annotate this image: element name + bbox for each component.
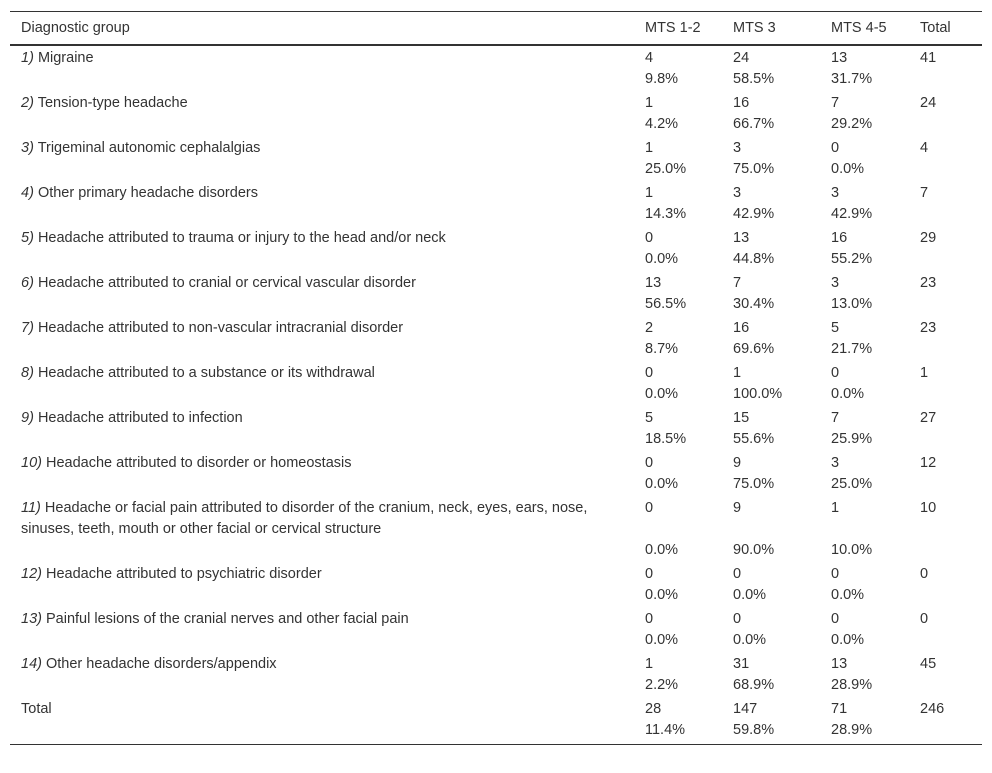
count-cell: 3	[831, 455, 840, 471]
table-row	[10, 652, 982, 675]
count-cell: 1	[920, 365, 929, 381]
table-row	[10, 271, 982, 294]
empty-cell	[908, 294, 982, 316]
count-cell: 24	[733, 50, 750, 66]
count-cell: 246	[920, 701, 945, 717]
count-cell: 1	[645, 95, 654, 111]
count-cell: 1	[733, 365, 742, 381]
count-cell: 71	[831, 701, 848, 717]
header-total: Total	[920, 19, 951, 36]
table-row-percent	[10, 540, 982, 562]
percent-cell: 30.4%	[733, 296, 775, 312]
percent-cell: 11.4%	[645, 722, 686, 738]
count-cell: 23	[920, 320, 937, 336]
group-number: 13)	[21, 611, 42, 627]
count-cell: 31	[733, 656, 750, 672]
table-row-percent	[10, 114, 982, 136]
count-cell: 9	[733, 500, 742, 516]
table-row	[10, 496, 982, 540]
count-cell: 41	[920, 50, 937, 66]
count-cell: 13	[645, 275, 662, 291]
count-cell: 4	[645, 50, 654, 66]
percent-cell: 8.7%	[645, 341, 679, 357]
group-number: 10)	[21, 455, 42, 471]
empty-cell	[908, 429, 982, 451]
diagnostic-group-cell	[10, 271, 633, 294]
count-cell: 16	[733, 320, 750, 336]
count-cell: 12	[920, 455, 937, 471]
empty-cell	[10, 720, 633, 745]
count-cell: 0	[645, 455, 654, 471]
count-cell: 15	[733, 410, 750, 426]
percent-cell: 100.0%	[733, 386, 783, 402]
table-row-percent	[10, 339, 982, 361]
count-cell: 0	[733, 566, 742, 582]
group-label: Headache or facial pain attributed to disorder of the cranium, neck, eyes, ears, nose, sinuses, teeth, mouth or other facial or cervical structure	[21, 500, 588, 537]
group-number: 12)	[21, 566, 42, 582]
percent-cell: 25.0%	[831, 476, 873, 492]
count-cell: 27	[920, 410, 937, 426]
percent-cell: 44.8%	[733, 251, 775, 267]
group-number: 5)	[21, 230, 34, 246]
percent-cell: 0.0%	[831, 161, 865, 177]
group-number: 6)	[21, 275, 34, 291]
header-diagnostic-group: Diagnostic group	[21, 19, 130, 36]
table-row-percent	[10, 675, 982, 697]
count-cell: 3	[733, 140, 742, 156]
empty-cell	[908, 474, 982, 496]
diagnostic-group-table	[10, 11, 982, 745]
count-cell: 1	[645, 656, 654, 672]
diagnostic-group-cell	[10, 607, 633, 630]
count-cell: 7	[920, 185, 929, 201]
table-row-percent	[10, 204, 982, 226]
percent-cell: 0.0%	[645, 476, 679, 492]
table-row-percent	[10, 384, 982, 406]
group-number: 2)	[21, 95, 34, 111]
table-row	[10, 451, 982, 474]
diagnostic-group-cell	[10, 316, 633, 339]
count-cell: 0	[920, 611, 929, 627]
percent-cell: 68.9%	[733, 677, 775, 693]
table-row	[10, 181, 982, 204]
empty-cell	[10, 384, 633, 406]
count-cell: 29	[920, 230, 937, 246]
group-label: Migraine	[37, 50, 94, 66]
table-row	[10, 562, 982, 585]
percent-cell: 31.7%	[831, 71, 873, 87]
percent-cell: 18.5%	[645, 431, 687, 447]
group-label: Other headache disorders/appendix	[46, 656, 277, 672]
count-cell: 10	[920, 500, 937, 516]
empty-cell	[10, 114, 633, 136]
diagnostic-group-cell	[10, 91, 633, 114]
count-cell: 1	[645, 185, 654, 201]
count-cell: 3	[733, 185, 742, 201]
diagnostic-group-cell	[10, 45, 633, 69]
empty-cell	[908, 720, 982, 745]
empty-cell	[908, 114, 982, 136]
table-container	[10, 11, 982, 745]
percent-cell: 10.0%	[831, 542, 873, 558]
percent-cell: 56.5%	[645, 296, 687, 312]
percent-cell: 29.2%	[831, 116, 873, 132]
group-label: Trigeminal autonomic cephalalgias	[37, 140, 261, 156]
count-cell: 0	[733, 611, 742, 627]
diagnostic-group-cell	[10, 562, 633, 585]
table-row-percent	[10, 585, 982, 607]
count-cell: 1	[831, 500, 840, 516]
table-row-percent	[10, 69, 982, 91]
empty-cell	[908, 339, 982, 361]
percent-cell: 0.0%	[733, 632, 767, 648]
empty-cell	[908, 159, 982, 181]
empty-cell	[908, 585, 982, 607]
table-row-percent	[10, 159, 982, 181]
table-row	[10, 697, 982, 720]
empty-cell	[10, 159, 633, 181]
empty-cell	[908, 540, 982, 562]
group-label: Headache attributed to disorder or homeostasis	[46, 455, 352, 471]
group-label: Headache attributed to a substance or its withdrawal	[37, 365, 375, 381]
count-cell: 5	[645, 410, 654, 426]
empty-cell	[10, 69, 633, 91]
count-cell: 0	[831, 365, 840, 381]
count-cell: 0	[920, 566, 929, 582]
table-row	[10, 136, 982, 159]
count-cell: 0	[645, 611, 654, 627]
empty-cell	[10, 294, 633, 316]
diagnostic-group-cell	[10, 406, 633, 429]
count-cell: 5	[831, 320, 840, 336]
percent-cell: 58.5%	[733, 71, 775, 87]
count-cell: 7	[831, 95, 840, 111]
empty-cell	[10, 585, 633, 607]
count-cell: 24	[920, 95, 937, 111]
group-label: Headache attributed to psychiatric disorder	[46, 566, 322, 582]
group-label: Tension-type headache	[37, 95, 188, 111]
percent-cell: 66.7%	[733, 116, 775, 132]
percent-cell: 42.9%	[733, 206, 775, 222]
empty-cell	[10, 675, 633, 697]
empty-cell	[10, 474, 633, 496]
empty-cell	[908, 204, 982, 226]
percent-cell: 90.0%	[733, 542, 775, 558]
diagnostic-group-cell	[10, 697, 633, 720]
count-cell: 147	[733, 701, 758, 717]
empty-cell	[908, 675, 982, 697]
table-row	[10, 226, 982, 249]
count-cell: 0	[831, 140, 840, 156]
percent-cell: 0.0%	[831, 386, 865, 402]
percent-cell: 42.9%	[831, 206, 873, 222]
table-row	[10, 406, 982, 429]
diagnostic-group-cell	[10, 652, 633, 675]
empty-cell	[908, 249, 982, 271]
count-cell: 9	[733, 455, 742, 471]
group-label: Headache attributed to non-vascular intracranial disorder	[37, 320, 404, 336]
group-label: Headache attributed to infection	[37, 410, 243, 426]
diagnostic-group-cell	[10, 496, 633, 540]
group-number: 3)	[21, 140, 34, 156]
header-mts-1-2: MTS 1-2	[645, 19, 701, 36]
count-cell: 0	[645, 230, 654, 246]
percent-cell: 59.8%	[733, 722, 775, 738]
count-cell: 0	[645, 500, 654, 516]
percent-cell: 75.0%	[733, 476, 775, 492]
group-number: 9)	[21, 410, 34, 426]
group-number: 4)	[21, 185, 34, 201]
diagnostic-group-cell	[10, 136, 633, 159]
table-row	[10, 316, 982, 339]
empty-cell	[10, 429, 633, 451]
percent-cell: 2.2%	[645, 677, 679, 693]
empty-cell	[10, 249, 633, 271]
group-label: Total	[21, 701, 52, 717]
count-cell: 13	[733, 230, 750, 246]
group-number: 7)	[21, 320, 34, 336]
empty-cell	[908, 384, 982, 406]
percent-cell: 13.0%	[831, 296, 873, 312]
percent-cell: 0.0%	[831, 632, 865, 648]
percent-cell: 0.0%	[645, 587, 679, 603]
percent-cell: 28.9%	[831, 722, 873, 738]
empty-cell	[10, 339, 633, 361]
group-number: 1)	[21, 50, 34, 66]
group-number: 14)	[21, 656, 42, 672]
table-body	[10, 45, 982, 745]
percent-cell: 75.0%	[733, 161, 775, 177]
count-cell: 7	[831, 410, 840, 426]
count-cell: 0	[645, 566, 654, 582]
table-row-percent	[10, 429, 982, 451]
header-mts-4-5: MTS 4-5	[831, 19, 887, 36]
empty-cell	[10, 540, 633, 562]
diagnostic-group-cell	[10, 451, 633, 474]
table-row	[10, 607, 982, 630]
count-cell: 45	[920, 656, 937, 672]
percent-cell: 28.9%	[831, 677, 873, 693]
empty-cell	[908, 69, 982, 91]
count-cell: 0	[831, 611, 840, 627]
group-label: Headache attributed to cranial or cervical vascular disorder	[37, 275, 416, 291]
diagnostic-group-cell	[10, 361, 633, 384]
header-mts-3: MTS 3	[733, 19, 776, 36]
table-row-percent	[10, 249, 982, 271]
count-cell: 2	[645, 320, 654, 336]
table-row	[10, 91, 982, 114]
percent-cell: 0.0%	[645, 542, 679, 558]
percent-cell: 0.0%	[645, 386, 679, 402]
percent-cell: 0.0%	[733, 587, 767, 603]
count-cell: 23	[920, 275, 937, 291]
diagnostic-group-cell	[10, 226, 633, 249]
percent-cell: 0.0%	[831, 587, 865, 603]
percent-cell: 14.3%	[645, 206, 687, 222]
count-cell: 0	[831, 566, 840, 582]
count-cell: 16	[733, 95, 750, 111]
diagnostic-group-cell	[10, 181, 633, 204]
percent-cell: 0.0%	[645, 632, 679, 648]
count-cell: 16	[831, 230, 848, 246]
count-cell: 28	[645, 701, 662, 717]
percent-cell: 21.7%	[831, 341, 873, 357]
percent-cell: 0.0%	[645, 251, 679, 267]
table-row-percent	[10, 474, 982, 496]
table-row	[10, 361, 982, 384]
percent-cell: 4.2%	[645, 116, 679, 132]
empty-cell	[10, 204, 633, 226]
percent-cell: 69.6%	[733, 341, 775, 357]
count-cell: 7	[733, 275, 742, 291]
count-cell: 4	[920, 140, 929, 156]
table-row-percent	[10, 720, 982, 745]
percent-cell: 9.8%	[645, 71, 679, 87]
empty-cell	[10, 630, 633, 652]
empty-cell	[908, 630, 982, 652]
count-cell: 3	[831, 185, 840, 201]
percent-cell: 25.9%	[831, 431, 873, 447]
count-cell: 1	[645, 140, 654, 156]
table-row-percent	[10, 630, 982, 652]
table-row	[10, 45, 982, 69]
group-label: Headache attributed to trauma or injury to the head and/or neck	[37, 230, 446, 246]
count-cell: 3	[831, 275, 840, 291]
count-cell: 13	[831, 656, 848, 672]
group-label: Other primary headache disorders	[37, 185, 258, 201]
count-cell: 13	[831, 50, 848, 66]
group-label: Painful lesions of the cranial nerves and other facial pain	[46, 611, 409, 627]
group-number: 11)	[21, 500, 41, 516]
percent-cell: 55.2%	[831, 251, 873, 267]
group-number: 8)	[21, 365, 34, 381]
count-cell: 0	[645, 365, 654, 381]
percent-cell: 55.6%	[733, 431, 775, 447]
percent-cell: 25.0%	[645, 161, 687, 177]
header-row	[10, 12, 982, 46]
table-row-percent	[10, 294, 982, 316]
